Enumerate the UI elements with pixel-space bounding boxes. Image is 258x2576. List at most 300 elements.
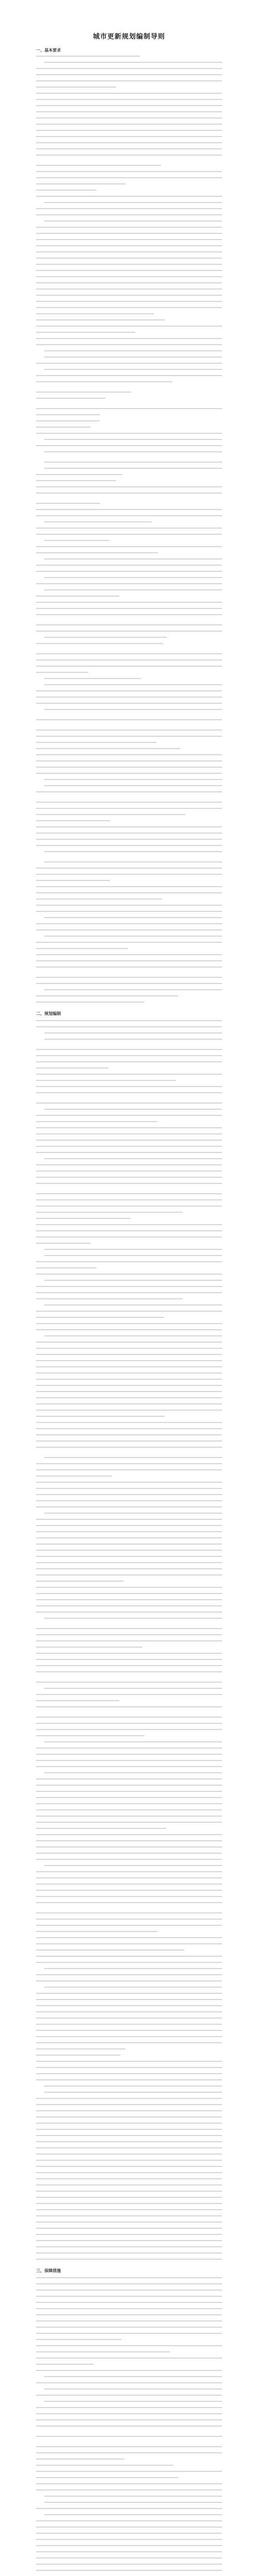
text-line — [36, 1026, 222, 1027]
text-line — [36, 493, 222, 494]
text-line — [36, 1410, 222, 1411]
text-line — [44, 678, 141, 679]
text-line — [36, 171, 222, 172]
text-line — [36, 748, 180, 749]
text-line — [36, 1447, 222, 1448]
text-line — [36, 2079, 222, 2080]
text-line — [36, 602, 222, 603]
text-line — [36, 2036, 222, 2037]
text-line — [36, 1067, 108, 1069]
text-line — [36, 730, 222, 731]
text-line — [36, 942, 222, 943]
text-line — [36, 2395, 222, 2396]
text-line — [36, 2222, 222, 2223]
text-line — [36, 1816, 222, 1817]
text-line — [36, 736, 222, 737]
text-line — [36, 190, 96, 191]
text-line — [36, 245, 222, 246]
text-line — [44, 779, 222, 780]
text-line — [36, 2539, 222, 2540]
text-line — [36, 880, 110, 881]
text-line — [36, 2215, 222, 2216]
text-line — [44, 521, 152, 522]
text-line — [36, 2407, 222, 2408]
text-line — [36, 319, 165, 320]
text-line — [36, 1193, 222, 1194]
text-line — [36, 1822, 222, 1823]
text-line — [36, 1230, 222, 1231]
text-line — [44, 1688, 222, 1689]
text-line — [36, 2419, 222, 2420]
text-line — [36, 1127, 222, 1128]
text-line — [36, 1428, 222, 1429]
text-line — [36, 2246, 222, 2247]
text-line — [36, 1574, 222, 1575]
text-line — [44, 1255, 222, 1256]
text-line — [36, 148, 222, 149]
text-line — [36, 659, 222, 660]
text-line — [44, 2496, 222, 2497]
text-line — [36, 697, 222, 698]
text-line — [44, 540, 109, 541]
text-line — [36, 2471, 222, 2472]
text-line — [36, 1422, 222, 1423]
text-line — [36, 503, 100, 504]
text-line — [36, 1224, 222, 1225]
text-line — [36, 214, 222, 215]
text-line — [36, 1379, 222, 1380]
text-line — [44, 989, 222, 990]
text-line — [36, 1956, 222, 1957]
text-line — [36, 1061, 222, 1062]
text-line — [36, 791, 222, 792]
text-line — [36, 833, 222, 834]
text-line — [36, 313, 154, 314]
text-line — [44, 1109, 222, 1110]
text-line — [44, 1304, 222, 1306]
text-line — [36, 1537, 222, 1538]
text-line — [36, 509, 222, 510]
text-line — [36, 2005, 222, 2006]
text-line — [36, 1925, 222, 1926]
text-line — [36, 2459, 124, 2460]
text-line — [36, 1605, 222, 1606]
text-line — [36, 136, 222, 137]
text-line — [36, 1581, 123, 1582]
text-line — [36, 1700, 119, 1701]
text-line — [44, 936, 222, 937]
text-line — [44, 1968, 222, 1969]
text-line — [36, 2147, 222, 2148]
text-line — [36, 1261, 222, 1262]
text-line — [36, 2308, 222, 2309]
text-line — [36, 690, 222, 691]
text-line — [44, 577, 222, 578]
text-line — [36, 1020, 222, 1021]
text-line — [36, 1871, 222, 1872]
text-line — [36, 653, 222, 654]
text-line — [36, 2055, 120, 2056]
text-line — [36, 767, 222, 768]
text-line — [36, 1846, 222, 1848]
text-line — [36, 165, 161, 166]
text-line — [36, 2110, 222, 2111]
text-line — [36, 2551, 222, 2552]
text-line — [36, 1199, 222, 1200]
text-line — [36, 528, 222, 529]
text-line — [44, 684, 222, 685]
text-line — [36, 1962, 222, 1963]
text-line — [36, 1317, 164, 1318]
text-line — [44, 2388, 222, 2389]
text-line — [36, 2527, 222, 2528]
text-line — [36, 1723, 222, 1724]
text-line — [36, 1103, 222, 1104]
text-line — [36, 1797, 222, 1798]
text-line — [36, 1115, 222, 1116]
text-line — [36, 820, 110, 821]
text-line — [36, 289, 222, 290]
text-line — [36, 2024, 222, 2025]
text-line — [36, 93, 222, 94]
text-line — [44, 439, 222, 440]
text-line — [36, 1121, 157, 1122]
text-line — [36, 1853, 222, 1854]
text-line — [36, 1694, 222, 1695]
text-line — [36, 2178, 222, 2179]
text-line — [36, 1556, 222, 1557]
text-line — [36, 1243, 91, 1244]
text-line — [36, 307, 222, 308]
text-line — [36, 1074, 222, 1075]
text-line — [36, 2042, 222, 2043]
text-line — [36, 1682, 222, 1683]
text-line — [36, 960, 222, 961]
text-line — [36, 2320, 222, 2321]
text-line — [36, 826, 222, 827]
text-line — [36, 1286, 222, 1287]
text-line — [44, 2502, 222, 2503]
text-line — [36, 381, 172, 382]
text-line — [36, 1206, 222, 1207]
text-line — [36, 1366, 222, 1367]
text-line — [36, 1634, 222, 1635]
text-line — [36, 703, 222, 704]
text-line — [36, 295, 222, 296]
text-line — [36, 2358, 222, 2359]
text-line — [36, 2570, 222, 2571]
text-line — [36, 2446, 222, 2447]
text-line — [36, 2290, 222, 2291]
text-line — [36, 995, 178, 996]
text-line — [36, 546, 222, 547]
text-line — [36, 608, 222, 609]
text-line — [36, 1236, 222, 1238]
text-line — [44, 369, 222, 370]
text-line — [36, 624, 222, 625]
text-line — [36, 1766, 222, 1767]
text-line — [36, 68, 222, 69]
text-line — [36, 99, 222, 100]
text-line — [36, 2314, 222, 2315]
text-line — [36, 583, 222, 584]
text-line — [36, 1133, 222, 1134]
text-line — [36, 2489, 222, 2490]
text-line — [36, 420, 100, 421]
text-line — [44, 1335, 222, 1336]
text-line — [36, 1599, 222, 1600]
text-line — [36, 1140, 222, 1141]
text-line — [36, 1482, 222, 1483]
text-line — [36, 1834, 222, 1835]
text-line — [36, 2073, 222, 2074]
text-line — [36, 954, 222, 955]
text-line — [36, 344, 222, 345]
text-line — [44, 917, 222, 918]
text-line — [36, 1519, 222, 1520]
text-line — [36, 1055, 222, 1056]
text-line — [44, 1618, 222, 1619]
text-line — [36, 2116, 222, 2117]
text-line — [44, 1158, 222, 1159]
text-line — [36, 845, 222, 846]
text-line — [36, 2296, 222, 2297]
text-line — [44, 637, 167, 638]
text-line — [36, 2333, 222, 2334]
document-title: 城市更新规划编制导则 — [92, 33, 165, 41]
text-line — [44, 62, 222, 63]
text-line — [36, 1919, 222, 1920]
text-line — [36, 1896, 222, 1897]
text-line — [36, 1809, 222, 1810]
text-line — [36, 1360, 222, 1361]
text-line — [36, 1342, 222, 1343]
text-line — [36, 2483, 222, 2484]
text-line — [36, 2364, 93, 2365]
text-line — [36, 2477, 179, 2478]
text-line — [36, 1298, 183, 1299]
text-line — [36, 2160, 222, 2161]
text-line — [36, 227, 222, 228]
text-line — [36, 2508, 222, 2509]
text-line — [36, 1146, 222, 1147]
section-heading-3: 三、保障措施 — [36, 2268, 61, 2273]
text-line — [36, 565, 222, 566]
text-line — [36, 1463, 222, 1464]
text-line — [44, 2086, 222, 2087]
text-line — [36, 1993, 222, 1994]
text-line — [36, 1049, 222, 1050]
text-line — [36, 2436, 222, 2437]
text-line — [36, 338, 222, 339]
text-line — [36, 1671, 222, 1672]
text-line — [36, 398, 105, 399]
text-line — [36, 2209, 222, 2210]
text-line — [44, 221, 222, 222]
text-line — [44, 2092, 222, 2093]
text-line — [36, 1002, 144, 1003]
text-line — [36, 1931, 157, 1932]
text-line — [36, 1092, 222, 1093]
text-line — [36, 2141, 222, 2142]
text-line — [44, 1249, 222, 1250]
text-line — [36, 2252, 222, 2253]
text-line — [36, 2339, 121, 2340]
text-line — [36, 2413, 222, 2414]
text-line — [36, 2135, 222, 2136]
text-line — [36, 56, 140, 57]
text-line — [36, 899, 162, 900]
text-line — [36, 111, 222, 112]
text-line — [36, 2011, 222, 2012]
text-line — [36, 1640, 222, 1641]
text-line — [36, 1562, 222, 1563]
text-line — [36, 1506, 222, 1507]
text-line — [36, 967, 222, 968]
text-line — [36, 905, 222, 906]
text-line — [36, 1292, 222, 1293]
text-line — [36, 414, 100, 415]
text-line — [36, 2545, 222, 2546]
text-line — [36, 1434, 222, 1435]
text-line — [36, 183, 125, 184]
text-line — [36, 2067, 222, 2068]
text-line — [36, 1593, 222, 1594]
text-line — [36, 375, 222, 376]
text-line — [36, 87, 116, 88]
text-line — [44, 709, 222, 710]
text-line — [36, 2228, 222, 2229]
text-line — [36, 1525, 222, 1526]
text-line — [36, 270, 222, 271]
text-line — [36, 251, 222, 252]
text-line — [36, 1469, 222, 1470]
text-line — [36, 814, 185, 815]
text-line — [36, 1729, 222, 1730]
text-line — [36, 977, 222, 978]
text-line — [36, 2382, 222, 2383]
text-line — [36, 1323, 222, 1324]
text-line — [36, 1372, 222, 1374]
text-line — [36, 886, 222, 887]
text-line — [36, 1884, 222, 1885]
text-line — [36, 1171, 222, 1172]
text-line — [36, 233, 222, 234]
text-line — [36, 2259, 222, 2260]
text-line — [36, 2327, 222, 2328]
text-line — [36, 1354, 222, 1355]
text-line — [36, 1735, 144, 1736]
text-line — [36, 2030, 222, 2031]
text-line — [36, 1086, 222, 1087]
text-line — [36, 276, 222, 277]
text-line — [36, 1080, 176, 1081]
text-line — [36, 2302, 222, 2303]
text-line — [36, 1494, 222, 1495]
text-line — [36, 363, 222, 364]
text-line — [36, 408, 222, 409]
text-line — [36, 742, 156, 743]
text-line — [44, 1457, 222, 1458]
text-line — [36, 2172, 222, 2173]
text-line — [36, 2520, 222, 2521]
text-line — [44, 2514, 222, 2515]
text-line — [44, 1280, 222, 1281]
text-line — [36, 2104, 222, 2105]
text-line — [44, 785, 222, 786]
text-line — [36, 2240, 222, 2241]
text-line — [36, 427, 91, 428]
text-line — [36, 760, 222, 761]
text-line — [36, 614, 222, 615]
text-line — [36, 1912, 222, 1913]
text-line — [36, 2154, 222, 2155]
text-line — [36, 571, 222, 572]
text-line — [36, 1164, 222, 1165]
text-line — [44, 451, 222, 452]
text-line — [36, 1391, 222, 1392]
text-line — [36, 1612, 222, 1613]
text-line — [36, 1348, 222, 1349]
text-line — [36, 1706, 222, 1707]
text-line — [36, 1218, 131, 1219]
text-line — [36, 326, 222, 327]
text-line — [36, 1647, 142, 1648]
text-line — [44, 1039, 222, 1040]
text-line — [36, 1665, 222, 1666]
text-line — [36, 1943, 222, 1944]
text-line — [36, 1628, 222, 1629]
text-line — [36, 239, 222, 240]
text-line — [36, 1653, 222, 1654]
text-line — [44, 2376, 222, 2377]
text-line — [36, 258, 222, 259]
text-line — [36, 2370, 222, 2371]
text-line — [36, 1785, 222, 1786]
text-line — [36, 1403, 222, 1404]
text-line — [36, 1890, 222, 1891]
text-line — [36, 1902, 222, 1903]
text-line — [36, 2203, 222, 2204]
text-line — [44, 350, 222, 351]
text-line — [36, 2564, 222, 2565]
text-line — [36, 486, 222, 487]
text-line — [36, 105, 222, 106]
text-line — [36, 948, 128, 949]
text-line — [36, 1937, 222, 1938]
text-line — [36, 2345, 222, 2346]
text-line — [36, 1311, 222, 1312]
text-line — [36, 911, 222, 912]
text-line — [44, 851, 222, 852]
text-line — [36, 754, 222, 755]
text-line — [44, 861, 222, 862]
text-line — [36, 2234, 222, 2235]
text-line — [44, 468, 222, 469]
text-line — [44, 2401, 222, 2402]
text-line — [36, 474, 122, 475]
text-line — [36, 2277, 222, 2278]
text-line — [36, 1416, 165, 1417]
text-line — [36, 1999, 222, 2000]
text-line — [36, 1488, 222, 1489]
text-line — [36, 672, 88, 673]
text-line — [36, 923, 222, 924]
text-line — [36, 983, 222, 984]
text-line — [36, 2061, 222, 2062]
text-line — [36, 1587, 222, 1588]
text-line — [36, 264, 222, 265]
